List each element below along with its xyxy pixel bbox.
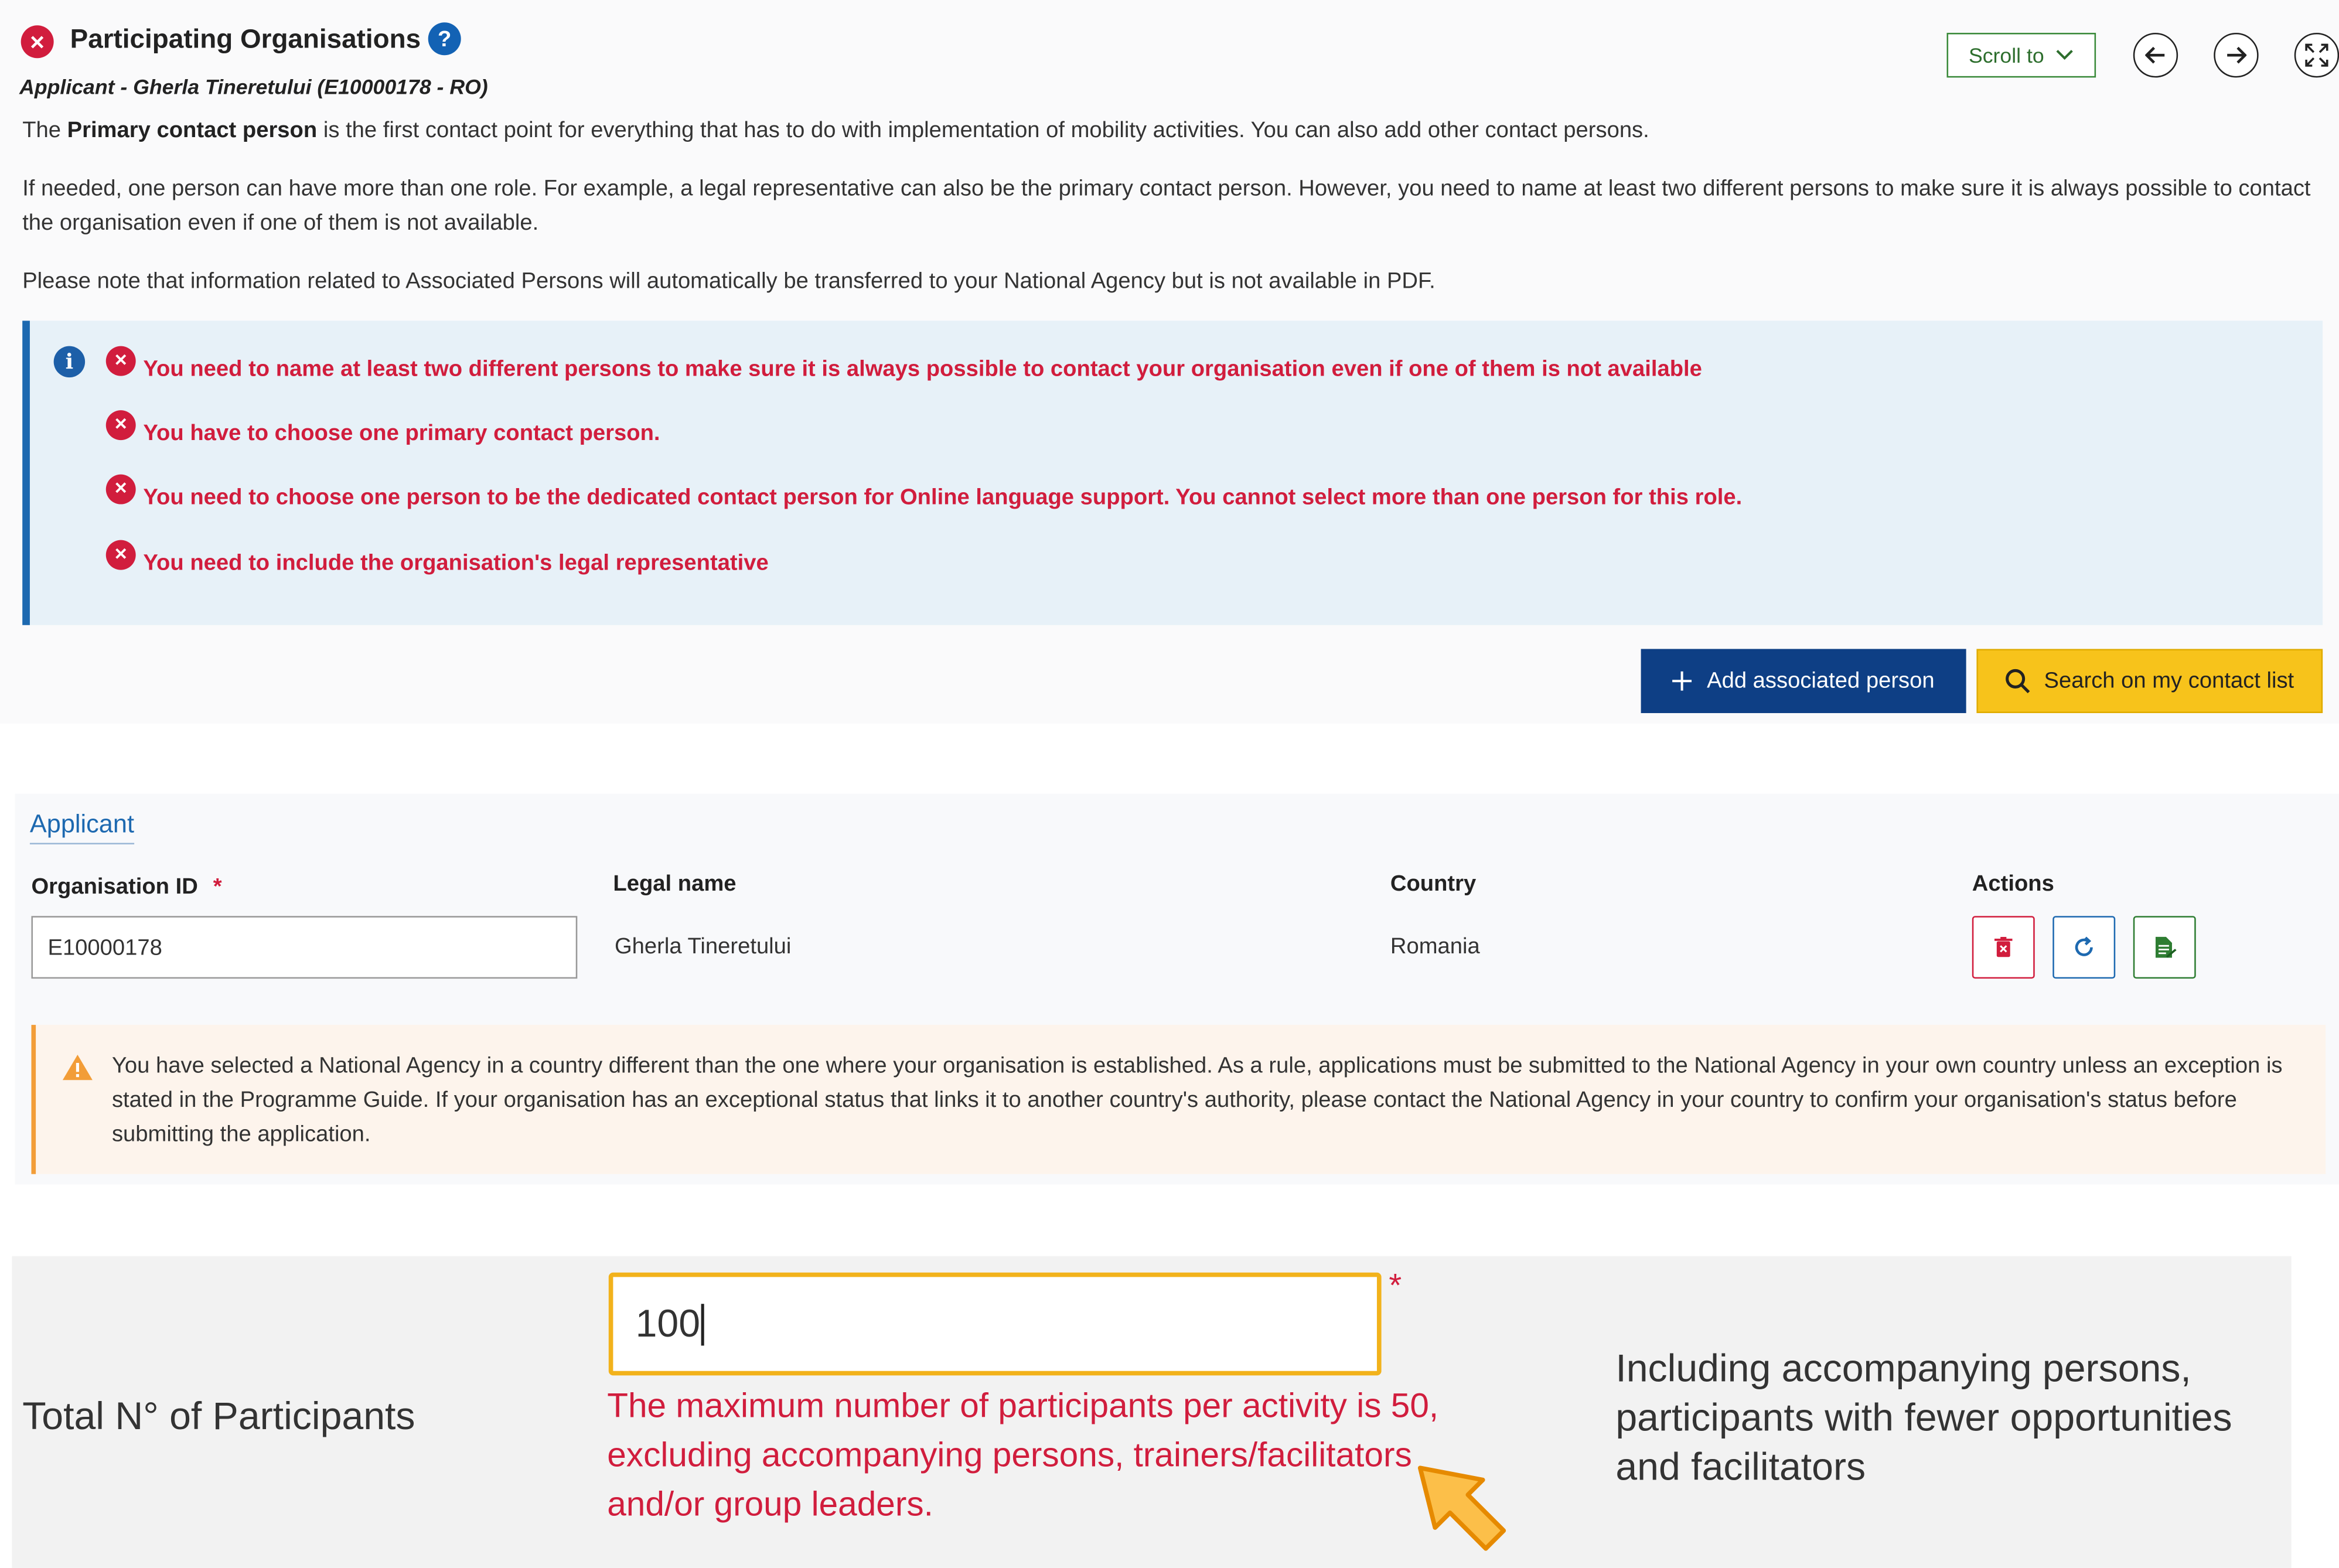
intro-paragraph-associated-persons: Please note that information related to Associated Persons will automatically be transferred to your National Agency but is not available in PDF. xyxy=(22,268,1436,294)
refresh-organisation-button[interactable] xyxy=(2052,916,2115,979)
arrow-left-icon xyxy=(2145,46,2166,64)
total-participants-value: 100 xyxy=(635,1301,701,1346)
view-organisation-details-button[interactable] xyxy=(2133,916,2196,979)
arrow-right-icon xyxy=(2226,46,2247,64)
delete-icon xyxy=(1994,937,2013,958)
error-icon: ✕ xyxy=(106,410,136,440)
column-header-country: Country xyxy=(1390,871,1477,897)
delete-organisation-button[interactable] xyxy=(1972,916,2035,979)
tab-applicant[interactable]: Applicant xyxy=(30,810,134,844)
fullscreen-button[interactable] xyxy=(2294,33,2339,77)
warning-icon xyxy=(61,1053,94,1081)
intro-p1-suffix: is the first contact point for everything that has to do with implementation of mobility activities. You can also add other contact persons. xyxy=(317,118,1649,144)
participants-error-message: The maximum number of participants per activity is 50, excluding accompanying persons, trainers/facilitators and/or group leaders. xyxy=(607,1386,1439,1523)
pointer-arrow-icon xyxy=(1414,1465,1513,1555)
previous-section-button[interactable] xyxy=(2133,33,2178,77)
info-icon: i xyxy=(54,346,85,377)
error-message-language-support: You need to choose one person to be the dedicated contact person for Online language support. You cannot select more than one person for this role. xyxy=(143,485,1743,510)
error-icon: ✕ xyxy=(106,346,136,376)
legal-name-value: Gherla Tineretului xyxy=(614,933,792,960)
warning-message: You have selected a National Agency in a country different than the one where your organisation is established. As a rule, applications must be submitted to the National Agency in your own country unless an exception is stated in the Programme Guide. If your organisation has an exceptional status that links it to another country's authority, please contact the National Agency in your country to confirm your organisation's status before submitting the application. xyxy=(111,1053,2283,1147)
error-message-legal-representative: You need to include the organisation's legal representative xyxy=(143,550,769,576)
scroll-to-dropdown[interactable] xyxy=(1947,33,2096,77)
intro-p1-prefix: The xyxy=(22,118,67,144)
column-header-organisation-id xyxy=(31,874,221,899)
chevron-down-icon xyxy=(2056,49,2074,61)
total-participants-input[interactable] xyxy=(609,1273,1382,1376)
section-title: Participating Organisations xyxy=(70,23,421,54)
intro-paragraph-roles: If needed, one person can have more than one role. For example, a legal representative can also be the primary contact person. However, you need to name at least two different persons to make sure it is always possible to contact the organisation even if one of them is not available. xyxy=(22,176,2311,236)
participants-help-text: Including accompanying persons, participants with fewer opportunities and facilitators xyxy=(1615,1345,2232,1489)
intro-p1-bold: Primary contact person xyxy=(67,118,318,144)
document-icon xyxy=(2153,935,2177,960)
refresh-icon xyxy=(2072,935,2096,959)
fullscreen-icon xyxy=(2305,43,2329,67)
search-contact-list-button[interactable] xyxy=(1976,649,2323,713)
next-section-button[interactable] xyxy=(2214,33,2258,77)
required-mark: * xyxy=(213,874,222,900)
search-contact-list-label: Search on my contact list xyxy=(2044,668,2294,694)
plus-icon xyxy=(1673,671,1692,691)
intro-paragraph-primary-contact xyxy=(22,113,2312,148)
column-header-actions: Actions xyxy=(1972,871,2054,897)
total-participants-label: Total N° of Participants xyxy=(22,1393,415,1439)
organisation-id-field[interactable]: E10000178 xyxy=(31,916,577,979)
error-message-two-persons: You need to name at least two different persons to make sure it is always possible to contact your organisation even if one of them is not available xyxy=(143,356,1702,382)
add-associated-person-label: Add associated person xyxy=(1707,668,1935,694)
error-icon: ✕ xyxy=(106,475,136,505)
section-error-icon: ✕ xyxy=(21,25,54,58)
error-message-primary-contact: You have to choose one primary contact person. xyxy=(143,420,660,446)
scroll-to-label: Scroll to xyxy=(1968,43,2044,67)
text-cursor xyxy=(702,1303,705,1345)
required-mark: * xyxy=(1389,1266,1402,1304)
search-icon xyxy=(2005,669,2030,694)
applicant-subtitle: Applicant - Gherla Tineretului (E10000178 - RO) xyxy=(19,74,488,99)
org-id-header-label: Organisation ID xyxy=(31,874,198,900)
add-associated-person-button[interactable] xyxy=(1641,649,1966,713)
column-header-legal-name: Legal name xyxy=(613,871,737,897)
error-icon: ✕ xyxy=(106,540,136,570)
help-icon[interactable]: ? xyxy=(428,22,461,55)
country-value: Romania xyxy=(1390,933,1480,960)
